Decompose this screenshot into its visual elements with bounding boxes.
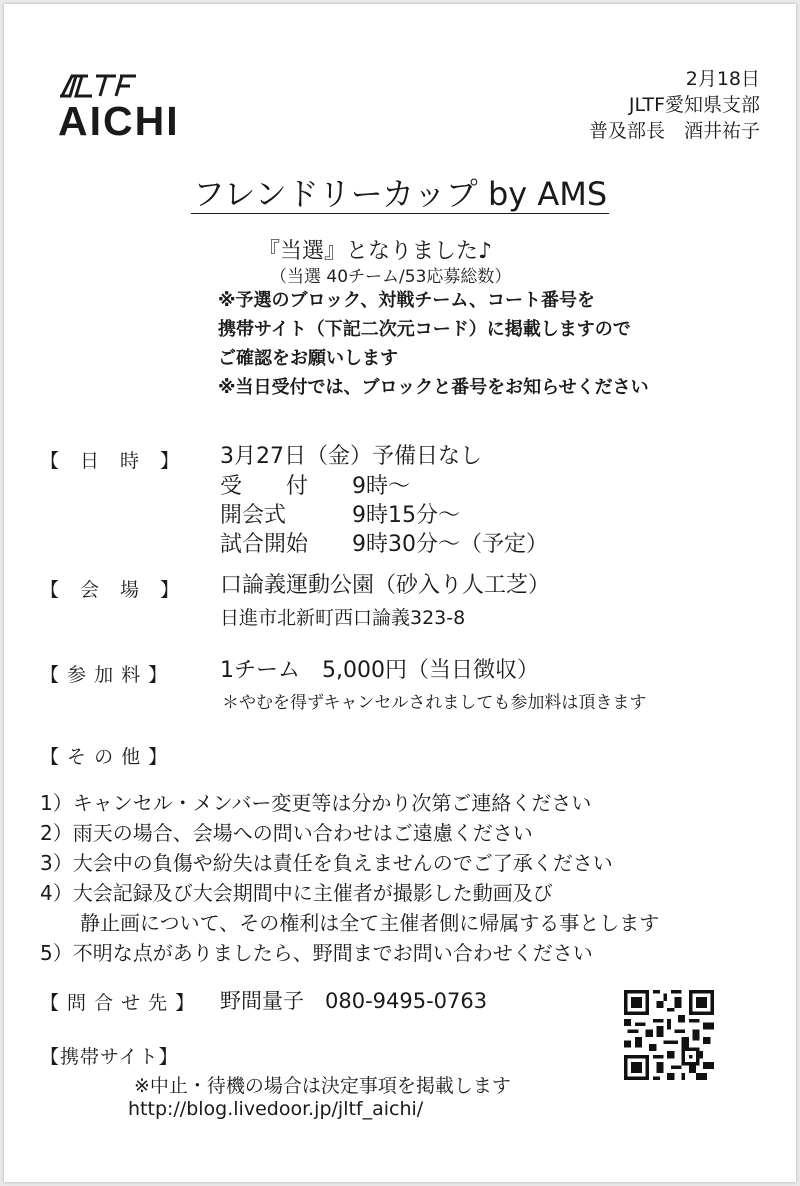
note-line: ※予選のブロック、対戦チーム、コート番号を xyxy=(218,290,595,311)
qr-code-icon[interactable] xyxy=(624,990,714,1080)
list-item: 1）キャンセル・メンバー変更等は分かり次第ご連絡ください xyxy=(40,791,592,815)
page-title-text: フレンドリーカップ by AMS xyxy=(192,175,608,213)
schedule-name: 開会式 xyxy=(220,503,287,528)
jltf-aichi-logo xyxy=(58,72,218,144)
logo-text: AICHI xyxy=(58,98,180,144)
other-list xyxy=(40,788,659,968)
fee-note: ＊やむを得ずキャンセルされましても参加料は頂きます xyxy=(222,693,647,713)
contact-label: 【 問 合 せ 先 】 xyxy=(40,992,196,1014)
list-item: 静止画について、その権利は全て主催者側に帰属する事とします xyxy=(40,911,660,935)
fee-value: 1チーム 5,000円（当日徴収） xyxy=(220,658,539,683)
result-notes xyxy=(218,286,649,402)
list-item: 5）不明な点がありましたら、野間までお問い合わせください xyxy=(40,941,593,965)
datetime-date: 3月27日（金）予備日なし xyxy=(220,444,482,469)
venue-label: 【 会 場 】 xyxy=(40,579,181,601)
schedule-time: 9時15分～ xyxy=(352,503,460,528)
note-line: ご確認をお願いします xyxy=(218,348,398,369)
jltf-logo-icon xyxy=(58,72,138,100)
other-label: 【 そ の 他 】 xyxy=(40,746,169,768)
list-item: 2）雨天の場合、会場への問い合わせはご遠慮ください xyxy=(40,821,533,845)
result-headline: 『当選』となりました♪ xyxy=(258,239,493,264)
note-line: ※当日受付では、ブロックと番号をお知らせください xyxy=(218,377,649,398)
datetime-label: 【 日 時 】 xyxy=(40,450,181,472)
mobile-note: ※中止・待機の場合は決定事項を掲載します xyxy=(134,1075,511,1097)
header-info xyxy=(589,66,760,144)
header-date: 2月18日 xyxy=(685,68,760,90)
mobile-label: 【携帯サイト】 xyxy=(40,1046,179,1068)
schedule-time: 9時～ xyxy=(352,474,410,499)
note-line: 携帯サイト（下記二次元コード）に掲載しますので xyxy=(218,319,631,340)
mobile-site-link[interactable]: http://blog.livedoor.jp/jltf_aichi/ xyxy=(128,1098,424,1120)
header-person: 普及部長 酒井祐子 xyxy=(588,120,760,142)
result-sub: （当選 40チーム/53応募総数） xyxy=(270,267,512,287)
venue-name: 口論義運動公園（砂入り人工芝） xyxy=(220,573,551,598)
schedule-name: 受 付 xyxy=(220,474,309,499)
schedule-name: 試合開始 xyxy=(220,532,309,557)
page-title xyxy=(0,172,800,216)
list-item: 3）大会中の負傷や紛失は責任を負えませんのでご了承ください xyxy=(40,851,613,875)
contact-value: 野間量子 080-9495-0763 xyxy=(220,989,488,1013)
header-org: JLTF愛知県支部 xyxy=(628,94,760,116)
venue-address: 日進市北新町西口論義323-8 xyxy=(220,607,466,629)
fee-label: 【 参 加 料 】 xyxy=(40,664,169,686)
schedule-time: 9時30分～（予定） xyxy=(352,532,548,557)
list-item: 4）大会記録及び大会期間中に主催者が撮影した動画及び xyxy=(40,881,553,905)
